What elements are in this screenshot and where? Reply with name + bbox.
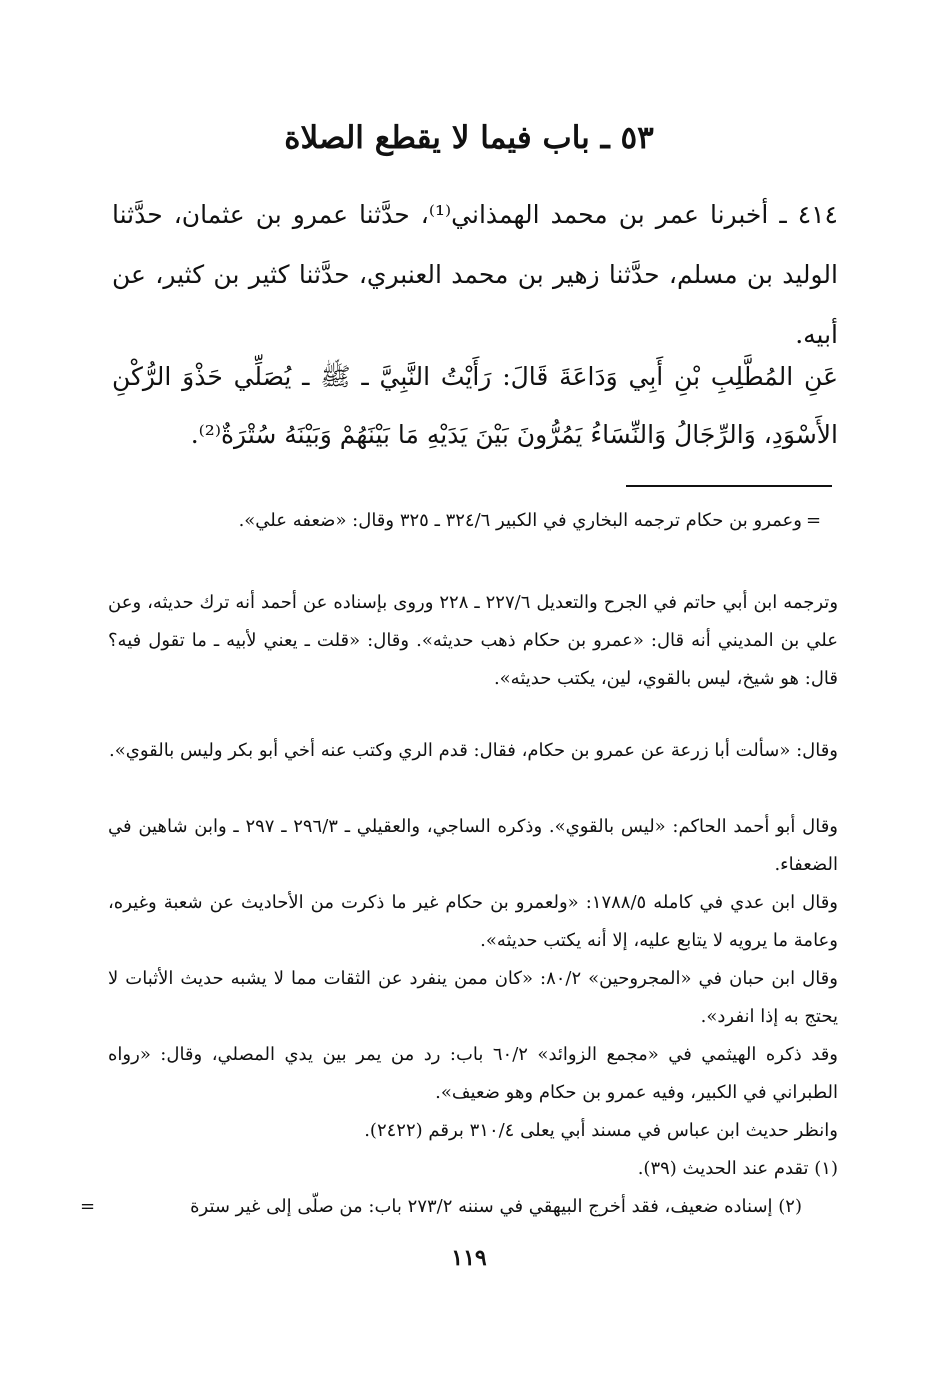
footnote-paragraph: وقال ابن عدي في كامله ١٧٨٨/٥: «ولعمرو بن حكام غير ما ذكرت من الأحاديث عن شعبة وغيره، وعامة ما يرويه لا يتابع عليه، إلا أنه يكتب حديثه». [108,892,838,951]
footnote-1: (١) تقدم عند الحديث (٣٩). [637,1158,838,1179]
footnote-separator [626,485,832,487]
chapter-heading: ٥٣ ـ باب فيما لا يقطع الصلاة [284,120,654,156]
footnote-paragraph: وترجمه ابن أبي حاتم في الجرح والتعديل ٢٢٧/٦ ـ ٢٢٨ وروى بإسناده عن أحمد أنه ترك حديثه، وعن علي بن المديني أنه قال: «عمرو بن حكام ذهب حديثه». وقال: «قلت ـ يعني لأبيه ـ ما تقول فيه؟ قال: هو شيخ، ليس بالقوي، لين، يكتب حديثه». [108,592,839,689]
footnote-paragraph: وعمرو بن حكام ترجمه البخاري في الكبير ٣٢٤/٦ ـ ٣٢٥ وقال: «ضعفه علي». [238,510,802,531]
footnote-paragraph: وقال ابن حبان في «المجروحين» ٨٠/٢: «كان ممن ينفرد عن الثقات مما لا يشبه حديث الأثبات لا يحتج به إذا انفرد». [108,968,838,1027]
continuation-mark-top: = [806,510,822,531]
page-number: ١١٩ [451,1245,487,1271]
isnad-paragraph: ٤١٤ ـ أخبرنا عمر بن محمد الهمذاني⁽¹⁾، حدَّثنا عمرو بن عثمان، حدَّثنا الوليد بن مسلم، حدَّثنا زهير بن محمد العنبري، حدَّثنا كثير بن كثير، عن أبيه. [112,200,838,349]
footnote-paragraph: وقال أبو أحمد الحاكم: «ليس بالقوي». وذكره الساجي، والعقيلي ـ ٢٩٦/٣ ـ ٢٩٧ ـ وابن شاهين في الضعفاء. [108,816,838,875]
footnote-2: (٢) إسناده ضعيف، فقد أخرج البيهقي في سننه ٢٧٣/٢ باب: من صلّى إلى غير سترة [190,1196,802,1217]
hadith-text: عَنِ المُطَّلِبِ بْنِ أَبِي وَدَاعَةَ قَالَ: رَأَيْتُ النَّبِيَّ ـ ﷺ ـ يُصَلِّي حَذْوَ الرُّكْنِ الأَسْوَدِ، وَالرِّجَالُ وَالنِّسَاءُ يَمُرُّونَ بَيْنَ يَدَيْهِ مَا بَيْنَهُمْ وَبَيْنَهُ سُتْرَةٌ⁽²⁾. [112,362,838,449]
continuation-mark-bottom: = [80,1196,96,1217]
footnote-paragraph: وانظر حديث ابن عباس في مسند أبي يعلى ٣١٠/٤ برقم (٢٤٢٢). [364,1120,838,1141]
footnote-paragraph: وقال: «سألت أبا زرعة عن عمرو بن حكام، فقال: قدم الري وكتب عنه أخي أبو بكر وليس بالقوي». [109,740,838,761]
footnote-paragraph: وقد ذكره الهيثمي في «مجمع الزوائد» ٦٠/٢ باب: رد من يمر بين يدي المصلي، وقال: «رواه الطبراني في الكبير، وفيه عمرو بن حكام وهو ضعيف». [108,1044,838,1103]
